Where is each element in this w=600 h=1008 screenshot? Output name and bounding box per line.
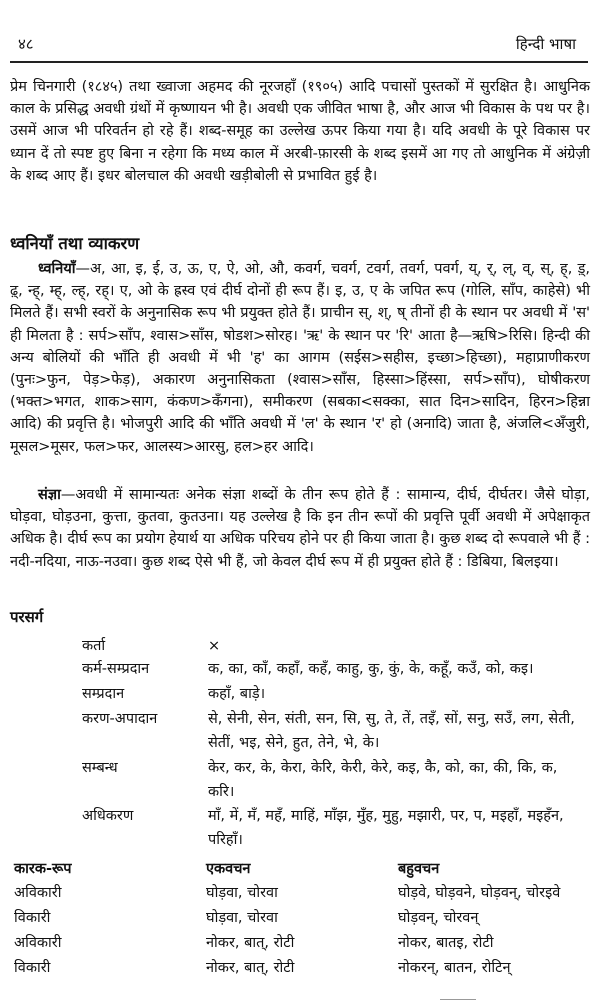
phonology-text: —अ, आ, इ, ई, उ, ऊ, ए, ऐ, ओ, औ, कवर्ग, चवर्ग, टवर्ग, तवर्ग, पवर्ग, य्, र्, ल्, व्, स्, ह्, ड़्, ढ़्, न्ह्, म्ह्, ल्ह्, रह्। ए, ओ के ह्रस्व एवं दीर्घ दोनों ही रूप हैं। इ, उ, ए के जपित रूप (गोलि, साँप, काहेसे) भी मिलते हैं। सभी स्वरों के अनुनासिक रूप भी प्रयुक्त होते हैं। प्राचीन स्, श्, ष् तीनों ही के स्थान पर अवधी में 'स' ही मिलता है : सर्प>साँप, श्वास>साँस, षोडश>सोरह। 'ऋ' के स्थान पर 'रि' आता है—ऋषि>रिसि। हिन्दी की अन्य बोलियों की भाँति ही अवधी में भी 'ह' का आगम (सईस>सहीस, इच्छा>हिच्छा), महाप्राणीकरण (पुनः>फुन, पेड़>फेड़), अकारण अनुनासिकता (श्वास>साँस, हिस्सा>हिंस्सा, सर्प>साँप), घोषीकरण (भक्त>भगत, शाक>साग, कंकण>कँगना), समीकरण (सबका<सक्का, सात दिन>सादिन, हिरन>हिन्ना आदि) की प्रवृत्ति है। भोजपुरी आदि की भाँति अवधी में 'ल' के स्थान 'र' हो (अनादि) जाता है, अंजलि<अँजुरी, मूसल>मूसर, फल>फर, आलस्य>आरसु, हल>हर आदि। <box>10 261 590 455</box>
table-cell: अविकारी <box>14 935 62 951</box>
header-rule <box>10 61 588 63</box>
table-cell: नोकरन्, बातन, रोटिन् <box>398 960 511 976</box>
table-cell: नोकर, बात्, रोटी <box>206 960 295 976</box>
table-cell: विकारी <box>14 910 51 926</box>
phonology-lead: ध्वनियाँ <box>38 261 76 277</box>
case-forms: क, का, काँ, कहाँ, कहँ, काहु, कु, कुं, के, कहूँ, कउँ, को, कइ। <box>208 661 534 677</box>
phonology-paragraph <box>10 258 590 458</box>
case-label: अधिकरण <box>82 808 134 824</box>
table-cell: नोकर, बातइ, रोटी <box>398 935 494 951</box>
footer-mark <box>440 999 476 1000</box>
postpositions-heading: परसर्ग <box>10 608 44 626</box>
column-header: बहुवचन <box>398 861 440 877</box>
intro-paragraph: प्रेम चिनगारी (१८४५) तथा ख्वाजा अहमद की नूरजहाँ (१९०५) आदि पचासों पुस्तकों में सुरक्षित है। आधुनिक काल के प्रसिद्ध अवधी ग्रंथों में कृष्णायन भी है। अवधी एक जीवित भाषा है, और आज भी विकास के पथ पर है। उसमें आज भी परिवर्तन हो रहे हैं। शब्द-समूह का उल्लेख ऊपर किया गया है। यदि अवधी के पूरे विकास पर ध्यान दें तो स्पष्ट हुए बिना न रहेगा कि मध्य काल में अरबी-फ़ारसी के शब्द इसमें आ गए तो आधुनिक में अंग्रेज़ी के शब्द आए हैं। इधर बोलचाल की अवधी खड़ीबोली से प्रभावित हुई है। <box>10 79 590 184</box>
table-cell: विकारी <box>14 960 51 976</box>
table-cell: घोड़वा, चोरवा <box>206 910 278 926</box>
running-title: हिन्दी भाषा <box>515 35 576 53</box>
table-cell: घोड़वे, घोड़वने, घोड़वन्, चोरइवे <box>398 885 561 901</box>
case-forms: से, सेनी, सेन, संती, सन, सि, सु, ते, तें, तइँ, सों, सनु, सउँ, लग, सेती, सेतीं, भइ, सेने, हुत, तेने, भे, के। <box>208 711 575 751</box>
nouns-text: —अवधी में सामान्यतः अनेक संज्ञा शब्दों के तीन रूप होते हैं : सामान्य, दीर्घ, दीर्घतर। जैसे घोड़ा, घोड़वा, घोड़उना, कुत्ता, कुतवा, कुतउना। यह उल्लेख है कि इन तीन रूपों की प्रवृत्ति पूर्वी अवधी में अपेक्षाकृत अधिक है। दीर्घ रूप का प्रयोग हेयार्थ या अधिक परिचय होने पर ही किया जाता है। कुछ शब्द दो रूपवाले भी हैं : नदी-नदिया, नाऊ-नउवा। कुछ शब्द ऐसे भी हैं, जो केवल दीर्घ रूप में ही प्रयुक्त होते हैं : डिबिया, बिलइया। <box>10 487 590 570</box>
case-label: सम्प्रदान <box>82 686 125 702</box>
case-forms: × <box>208 638 221 654</box>
column-header: एकवचन <box>206 861 251 877</box>
table-cell: नोकर, बात्, रोटी <box>206 935 295 951</box>
case-forms: केर, कर, के, केरा, केरि, केरी, केरे, कइ, कै, को, का, की, कि, क, करि। <box>208 760 558 800</box>
column-header: कारक-रूप <box>14 861 72 877</box>
case-forms: कहाँ, बाड़े। <box>208 686 266 702</box>
case-label: कर्म-सम्प्रदान <box>82 661 150 677</box>
case-forms: माँ, में, मँ, महँ, माहिं, माँझ, मुँह, मुहु, मझारी, पर, प, मइहाँ, मइहँन, परिहाँ। <box>208 808 564 848</box>
case-label: करण-अपादान <box>82 711 158 727</box>
table-cell: घोड़वन्, चोरवन् <box>398 910 479 926</box>
case-label: कर्ता <box>82 638 106 654</box>
nouns-lead: संज्ञा <box>38 487 61 503</box>
table-cell: घोड़वा, चोरवा <box>206 885 278 901</box>
nouns-paragraph <box>10 484 590 573</box>
case-label: सम्बन्ध <box>82 760 118 776</box>
page-number: ४८ <box>18 35 34 53</box>
section-heading: ध्वनियाँ तथा व्याकरण <box>10 234 140 253</box>
table-cell: अविकारी <box>14 885 62 901</box>
